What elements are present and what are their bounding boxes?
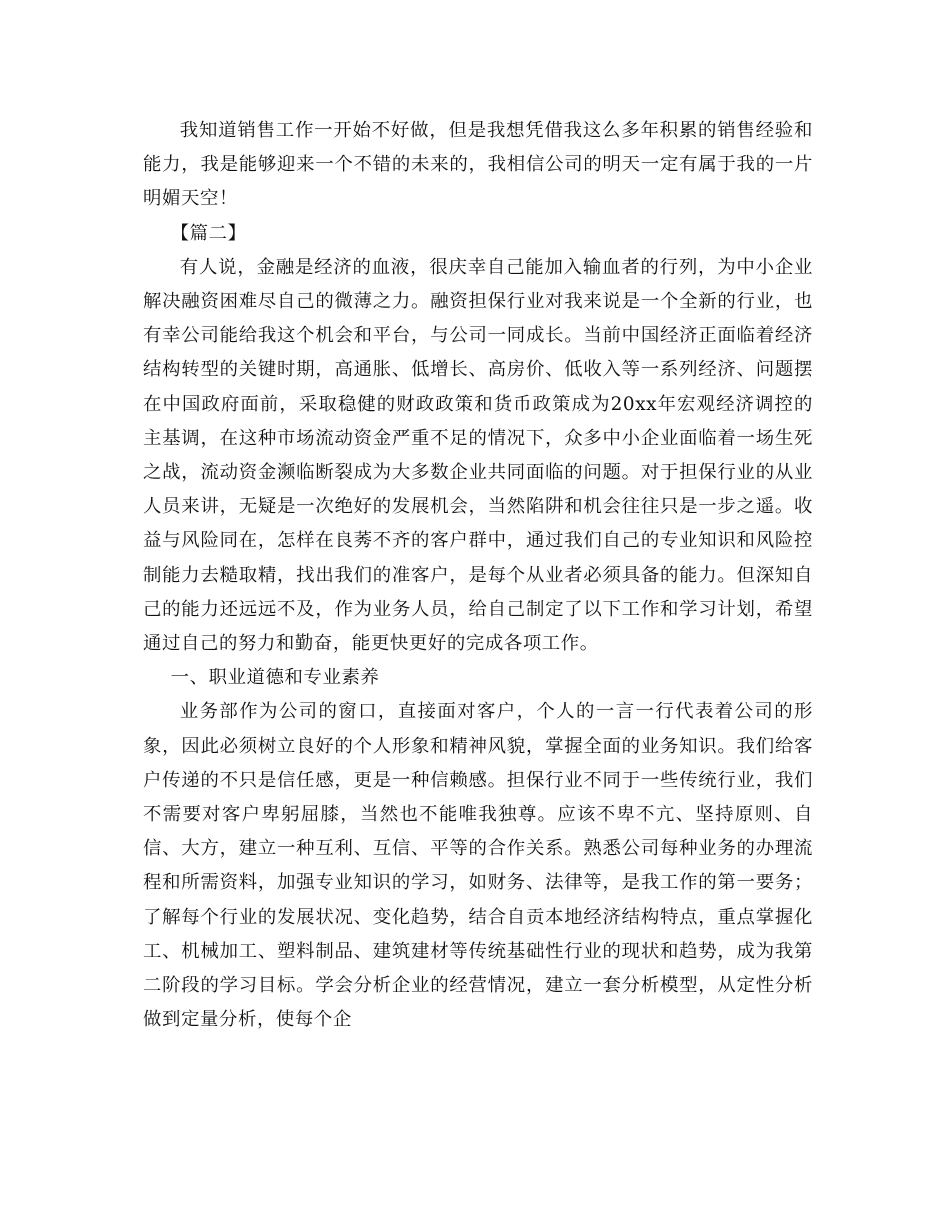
paragraph-closing: 我知道销售工作一开始不好做，但是我想凭借我这么多年积累的销售经验和能力，我是能够迎来一个不错的未来的，我相信公司的明天一定有属于我的一片明媚天空！ (143, 120, 813, 210)
paragraph-intro: 有人说，金融是经济的血液，很庆幸自己能加入输血者的行列，为中小企业解决融资困难尽自己的微薄之力。融资担保行业对我来说是一个全新的行业，也有幸公司能给我这个机会和平台，与公司一同成长。当前中国经济正面临着经济结构转型的关键时期，高通胀、低增长、高房价、低收入等一系列经济、问题摆在中国政府面前，采取稳健的财政政策和货币政策成为20xx年宏观经济调控的主基调，在这种市场流动资金严重不足的情况下，众多中小企业面临着一场生死之战，流动资金濒临断裂成为大多数企业共同面临的问题。对于担保行业的从业人员来讲，无疑是一次绝好的发展机会，当然陷阱和机会往往只是一步之遥。收益与风险同在，怎样在良莠不齐的客户群中，通过我们自己的专业知识和风险控制能力去糙取精，找出我们的准客户，是每个从业者必须具备的能力。但深知自己的能力还远远不及，作为业务人员，给自己制定了以下工作和学习计划，希望通过自己的努力和勤奋，能更快更好的完成各项工作。 (143, 256, 813, 655)
document-body (143, 114, 813, 1037)
paragraph-ethics: 业务部作为公司的窗口，直接面对客户，个人的一言一行代表着公司的形象，因此必须树立良好的个人形象和精神风貌，掌握全面的业务知识。我们给客户传递的不只是信任感，更是一种信赖感。担保行业不同于一些传统行业，我们不需要对客户卑躬屈膝，当然也不能唯我独尊。应该不卑不亢、坚持原则、自信、大方，建立一种互利、互信、平等的合作关系。熟悉公司每种业务的办理流程和所需资料，加强专业知识的学习，如财务、法律等，是我工作的第一要务；了解每个行业的发展状况、变化趋势，结合自贡本地经济结构特点，重点掌握化工、机械加工、塑料制品、建筑建材等传统基础性行业的现状和趋势，成为我第二阶段的学习目标。学会分析企业的经营情况，建立一套分析模型，从定性分析做到定量分析，使每个企 (143, 701, 813, 1031)
section-heading-part-two: 【篇二】 (170, 222, 247, 244)
section-heading-professional-ethics: 一、职业道德和专业素养 (170, 667, 380, 689)
